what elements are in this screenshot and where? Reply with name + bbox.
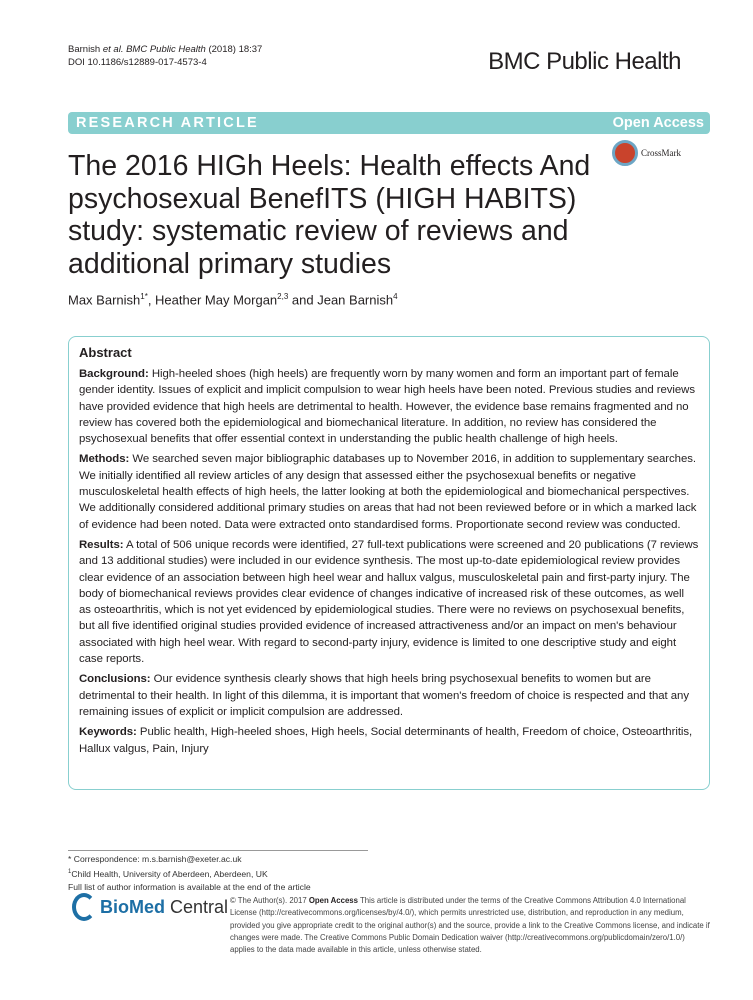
author: Heather May Morgan: [155, 292, 278, 308]
citation-journal: et al. BMC Public Health: [102, 44, 206, 55]
author-affiliation: 4: [393, 292, 398, 301]
citation-year: (2018) 18:37: [205, 44, 263, 55]
copyright: © The Author(s). 2017: [230, 896, 309, 905]
section-label: Results:: [79, 538, 124, 551]
separator: and: [288, 292, 318, 308]
author: Max Barnish: [68, 292, 141, 308]
author-affiliation: 1*: [140, 292, 148, 301]
section-text: Public health, High-heeled shoes, High heels, Social determinants of health, Freedom of choice, Osteoarthritis, Hallux valgus, Pain, Injury: [79, 726, 693, 755]
biomed-central-logo: [72, 893, 228, 921]
footnote-divider: [68, 850, 368, 851]
affiliation-number: 1: [68, 869, 72, 875]
section-label: Methods:: [79, 453, 130, 466]
logo-central: Central: [165, 896, 229, 917]
abstract-background: [79, 366, 699, 447]
separator: ,: [147, 292, 156, 308]
crossmark-button[interactable]: [612, 140, 681, 166]
affiliation-text: Child Health, University of Aberdeen, Aberdeen, UK: [71, 868, 268, 879]
section-label: Conclusions:: [79, 673, 151, 686]
author-info-note: Full list of author information is available at the end of the article: [68, 881, 311, 892]
journal-name: BMC Public Health: [488, 48, 681, 75]
license-statement: [230, 895, 710, 956]
abstract-heading: Abstract: [79, 345, 132, 360]
citation-header: [68, 43, 262, 69]
author: Jean Barnish: [317, 292, 394, 308]
article-type: RESEARCH ARTICLE: [76, 115, 259, 131]
article-type-banner: [68, 112, 710, 134]
abstract-methods: [79, 451, 699, 532]
abstract-box: [68, 336, 710, 790]
logo-biomed: BioMed: [100, 896, 165, 917]
crossmark-label: CrossMark: [641, 148, 681, 158]
abstract-conclusions: [79, 671, 699, 720]
open-access-label: Open Access: [612, 115, 704, 131]
section-text: We searched seven major bibliographic databases up to November 2016, in addition to supplementary searches. We initially identified all review articles of any design that assessed either the psychosexual benefits or negative musculoskeletal health effects of high heels, the latter looking at both the epidemiological and biomechanical perspectives. We additionally considered additional primary studies on areas that had not been reviewed before or in which a marked lack of evidence had been noted. Data were extracted onto standardised forms. Proportionate second review was conducted.: [79, 453, 697, 531]
section-label: Background:: [79, 368, 149, 380]
crossmark-icon: [612, 140, 638, 166]
correspondence[interactable]: * Correspondence: m.s.barnish@exeter.ac.uk: [68, 854, 242, 864]
article-title: The 2016 HIGh Heels: Health effects And psychosexual BenefITS (HIGH HABITS) study: systematic review of reviews and additional primary studies: [68, 150, 591, 280]
open-access-bold: Open Access: [308, 896, 358, 905]
biomed-central-arc-icon: [72, 893, 96, 921]
section-text: High-heeled shoes (high heels) are frequently worn by many women and form an important part of female gender identity. Issues of explicit and implicit compulsion to wear high heels have been noted. Previous studies and reviews have provided evidence that high heels are detrimental to health. However, the evidence base remains fragmented and no review has covered both the epidemiological and biomechanical literature. In addition, no review has considered the psychosexual benefits that offer essential context in understanding the public health challenge of high heels.: [79, 368, 695, 446]
section-text: A total of 506 unique records were identified, 27 full-text publications were screened and 20 publications (7 reviews and 13 additional studies) were included in our evidence synthesis. The most up-to-date epidemiological review provides clear evidence of an association between high heel wear and hallux valgus, musculoskeletal pain and first-party injury. The body of biomechanical reviews provides clear evidence of changes indicative of increased risk of these outcomes, as well as osteoarthritis, which is not yet evidenced by epidemiological studies. There were no reviews on psychosexual benefits, but all five identified original studies provided evidence of increased attractiveness and/or an impact on men's behaviour associated with high heel wear. With regard to second-party injury, evidence is limited to one descriptive study and eight case reports.: [79, 538, 699, 666]
doi[interactable]: DOI 10.1186/s12889-017-4573-4: [68, 57, 207, 68]
affiliation: [68, 866, 311, 881]
footnotes: [68, 853, 311, 894]
author-affiliation: 2,3: [277, 292, 289, 301]
citation-authors: Barnish: [68, 44, 103, 55]
section-label: Keywords:: [79, 726, 137, 739]
section-text: Our evidence synthesis clearly shows that high heels bring psychosexual benefits to women but are detrimental to their health. In light of this dilemma, it is important that women's freedom of choice is respected and that any remaining issues of explicit or implicit compulsion are addressed.: [79, 673, 689, 718]
author-list: [68, 292, 398, 307]
license-text: This article is distributed under the terms of the Creative Commons Attribution 4.0 International License (http://creativecommons.org/licenses/by/4.0/), which permits unrestricted use, distribution, and reproduction in any medium, provided you give appropriate credit to the original author(s) and the source, provide a link to the Creative Commons license, and indicate if changes were made. The Creative Commons Public Domain Dedication waiver (http://creativecommons.org/publicdomain/zero/1.0/) applies to the data made available in this article, unless otherwise stated.: [230, 896, 710, 955]
abstract-keywords: [79, 724, 699, 757]
abstract-results: [79, 537, 699, 667]
